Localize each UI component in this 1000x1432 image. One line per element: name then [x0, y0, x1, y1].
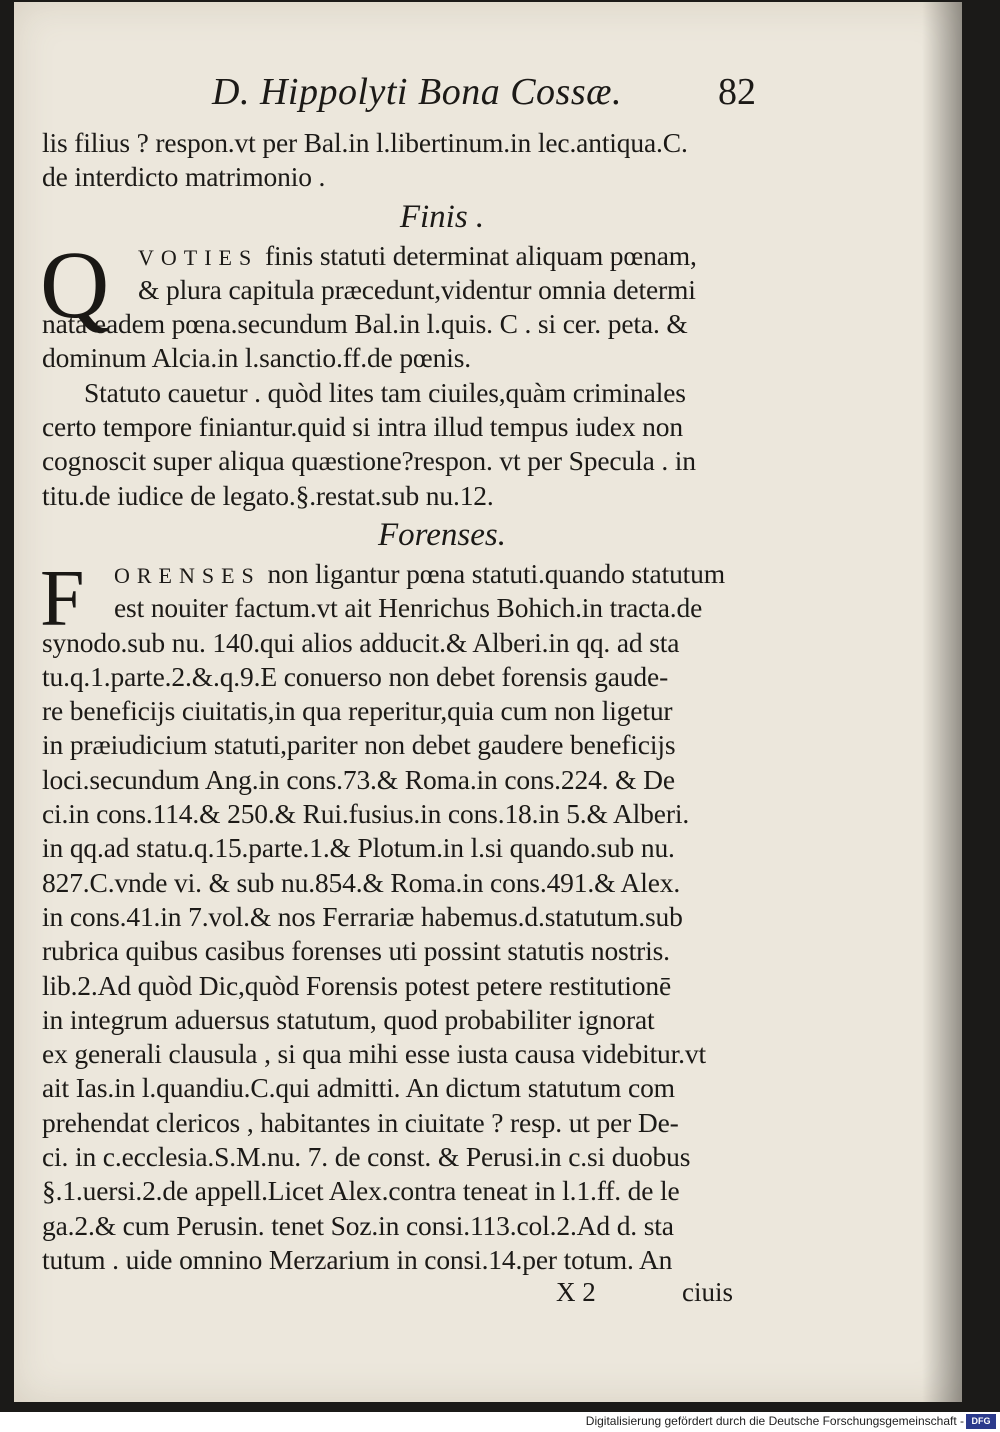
- text-line: cognoscit super aliqua quæstione?respon. vt per Specula . in: [42, 445, 696, 477]
- text-line: in præiudicium statuti,pariter non debet gaudere beneficijs: [42, 729, 676, 761]
- text-line: loci.secundum Ang.in cons.73.& Roma.in cons.224. & De: [42, 763, 675, 795]
- catchword: ciuis: [682, 1277, 733, 1308]
- text-line: in integrum aduersus statutum, quod probabiliter ignorat: [42, 1003, 655, 1035]
- paragraph-finis: [40, 230, 802, 376]
- text-line: lib.2.Ad quòd Dic,quòd Forensis potest petere restitutionē: [42, 969, 672, 1001]
- page-text: [42, 70, 802, 1311]
- text-line: tutum . uide omnino Merzarium in consi.14.per totum. An: [42, 1243, 673, 1275]
- text-line: ex generali clausula , si qua mihi esse iusta causa videbitur.vt: [42, 1038, 706, 1070]
- page-number: 82: [718, 71, 756, 113]
- page-edge-shadow: [922, 2, 962, 1402]
- section-heading-finis: Finis .: [399, 198, 485, 235]
- text-line: synodo.sub nu. 140.qui alios adducit.& Alberi.in qq. ad sta: [42, 626, 680, 658]
- text-line: de interdicto matrimonio .: [42, 161, 326, 193]
- small-caps-word: ORENSES: [114, 562, 261, 588]
- text-line: Statuto cauetur . quòd lites tam ciuiles,quàm criminales: [84, 376, 686, 408]
- text-line: dominum Alcia.in l.sanctio.ff.de pœnis.: [42, 342, 472, 374]
- text-line: & plura capitula præcedunt,videntur omnia determi: [138, 273, 696, 305]
- text-span: finis statuti determinat aliquam pœnam,: [264, 239, 697, 271]
- running-head: D. Hippolyti Bona Cossæ.: [212, 71, 622, 113]
- drop-cap: F: [40, 554, 85, 643]
- text-line: ga.2.& cum Perusin. tenet Soz.in consi.113.col.2.Ad d. sta: [42, 1209, 674, 1241]
- text-line: certo tempore finiantur.quid si intra illud tempus iudex non: [42, 411, 683, 443]
- section-heading-forenses: Forenses.: [377, 516, 506, 553]
- text-line: ci. in c.ecclesia.S.M.nu. 7. de const. & Perusi.in c.si duobus: [42, 1141, 691, 1173]
- signature-mark: X 2: [556, 1277, 596, 1308]
- text-line: [42, 239, 802, 273]
- digitization-credit: Digitalisierung gefördert durch die Deutsche Forschungsgemeinschaft -: [585, 1414, 964, 1428]
- drop-cap: Q: [40, 230, 110, 338]
- page-signature-line: [42, 1277, 802, 1311]
- text-line: ait Ias.in l.quandiu.C.qui admitti. An dictum statutum com: [42, 1072, 675, 1104]
- text-line: re beneficijs ciuitatis,in qua reperitur,quia cum non ligetur: [42, 695, 673, 727]
- paragraph-forenses: [40, 554, 802, 1277]
- text-line: ci.in cons.114.& 250.& Rui.fusius.in cons.18.in 5.& Alberi.: [42, 798, 690, 830]
- text-line: §.1.uersi.2.de appell.Licet Alex.contra teneat in l.1.ff. de le: [42, 1175, 680, 1207]
- text-line: rubrica quibus casibus forenses uti possint statutis nostris.: [42, 935, 670, 967]
- text-line: lis filius ? respon.vt per Bal.in l.libertinum.in lec.antiqua.C.: [42, 127, 688, 158]
- text-line: in cons.41.in 7.vol.& nos Ferrariæ habemus.d.statutum.sub: [42, 900, 683, 932]
- page-header: [42, 70, 802, 126]
- text-line: est nouiter factum.vt ait Henrichus Bohich.in tracta.de: [114, 592, 703, 624]
- text-span: non ligantur pœna statuti.quando statutum: [267, 557, 726, 589]
- text-line: 827.C.vnde vi. & sub nu.854.& Roma.in cons.491.& Alex.: [42, 866, 681, 898]
- text-line: titu.de iudice de legato.§.restat.sub nu.12.: [42, 479, 494, 511]
- small-caps-word: VOTIES: [138, 244, 259, 270]
- text-line: prehendat clericos , habitantes in ciuitate ? resp. ut per De-: [42, 1106, 679, 1138]
- text-line: tu.q.1.parte.2.&.q.9.E conuerso non debet forensis gaude-: [42, 660, 669, 692]
- digitization-footer: [0, 1412, 1000, 1432]
- text-line: [42, 557, 802, 591]
- text-line: in qq.ad statu.q.15.parte.1.& Plotum.in l.si quando.sub nu.: [42, 832, 675, 864]
- text-line: nata eadem pœna.secundum Bal.in l.quis. C . si cer. peta. &: [42, 308, 688, 340]
- dfg-logo: DFG: [966, 1414, 996, 1429]
